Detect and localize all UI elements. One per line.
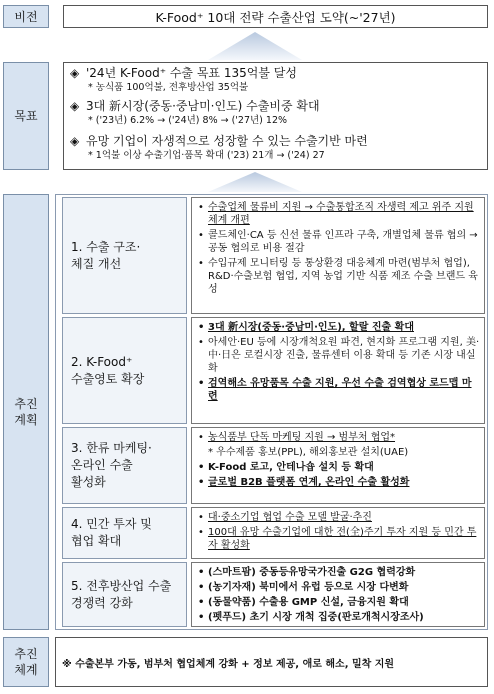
goals-label-text: 목표 — [14, 109, 38, 123]
list-item: • 3대 新시장(중동·중남미·인도), 할랄 진출 확대 — [198, 322, 414, 333]
vision-label — [3, 5, 49, 28]
plan-category — [62, 427, 187, 504]
list-item: • 수입규제 모니터링 등 통상환경 대응체계 마련(범부처 협업), R&D·수출보험 협업, 지역 농업 기반 식품 제조 수출 브랜드 육성 — [198, 258, 478, 295]
category-title: 3. 한류 마케팅· 온라인 수출 활성화 — [71, 441, 152, 489]
vision-text: K-Food⁺ 10대 전략 수출산업 도약(~'27년) — [155, 9, 396, 25]
list-item: • 아세안·EU 등에 시장개척요원 파견, 현지화 프로그램 지원, 美·中·日은 로컬시장 진출, 물류센터 이용 확대 등 기존 시장 내실화 — [198, 337, 480, 374]
category-items — [191, 317, 485, 424]
goal-item — [70, 99, 483, 127]
goal-title: '24년 K-Food⁺ 수출 목표 135억불 달성 — [86, 66, 297, 80]
system-text: ※ 수출본부 가동, 범부처 협업체계 강화 + 정보 제공, 애로 해소, 밀착 지원 — [62, 658, 395, 670]
list-item: • 100대 유망 수출기업에 대한 전(全)주기 투자 지원 등 민간 투자 활성화 — [198, 527, 477, 551]
plan-label-text: 추진 계획 — [14, 397, 38, 427]
category-title: 1. 수출 구조· 체질 개선 — [71, 239, 141, 271]
plan-category — [62, 197, 187, 314]
system-box — [55, 637, 488, 687]
goal-title: 3대 新시장(중동·중남미·인도) 수출비중 확대 — [86, 99, 320, 113]
list-item: • (동물약품) 수출용 GMP 신설, 금융지원 확대 — [198, 597, 409, 608]
goals-box — [63, 62, 488, 170]
list-item: • (농기자재) 북미에서 유럽 등으로 시장 다변화 — [198, 582, 409, 593]
goal-item — [70, 134, 483, 162]
category-title: 5. 전후방산업 수출 경쟁력 강화 — [71, 578, 172, 610]
list-item: * 우수제품 홍보(PPL), 해외홍보관 설치(UAE) — [208, 447, 409, 458]
up-arrow-icon — [200, 30, 310, 62]
list-item: • (펫푸드) 초기 시장 개척 집중(판로개척시장조사) — [198, 612, 424, 623]
vision-label-text: 비전 — [14, 9, 38, 24]
diamond-bullet-icon: ◈ — [70, 99, 80, 113]
goal-sub: * ('23년) 6.2% → ('24년) 8% → ('27년) 12% — [88, 115, 288, 126]
plan-category — [62, 507, 187, 559]
list-item: • 대·중소기업 협업 수출 모델 발굴·추진 — [198, 512, 372, 523]
system-label-text: 추진 체계 — [14, 647, 38, 677]
category-items — [191, 197, 485, 314]
plan-category — [62, 317, 187, 424]
category-title: 2. K-Food⁺ 수출영토 확장 — [71, 354, 145, 386]
category-items — [191, 427, 485, 504]
diamond-bullet-icon: ◈ — [70, 66, 80, 80]
system-label — [3, 637, 49, 687]
category-items — [191, 507, 485, 559]
list-item: • K-Food 로고, 안테나숍 설치 등 확대 — [198, 462, 374, 473]
goals-label — [3, 62, 49, 170]
list-item: • 농식품부 단독 마케팅 지원 → 범부처 협업* — [198, 432, 396, 443]
goal-sub: * 농식품 100억불, 전후방산업 35억불 — [88, 82, 249, 93]
vision-box — [63, 5, 488, 28]
up-arrow-icon — [200, 171, 310, 193]
list-item: • (스마트팜) 중동등유망국가진출 G2G 협력강화 — [198, 567, 416, 578]
goal-sub: * 1억불 이상 수출기업·품목 확대 ('23) 21개 → ('24) 27 — [88, 150, 325, 161]
category-title: 4. 민간 투자 및 협업 확대 — [71, 517, 152, 548]
plan-category — [62, 562, 187, 627]
list-item: • 글로벌 B2B 플랫폼 연계, 온라인 수출 활성화 — [198, 477, 410, 488]
goal-title: 유망 기업이 자생적으로 성장할 수 있는 수출기반 마련 — [86, 134, 368, 148]
category-items — [191, 562, 485, 627]
plan-label — [3, 194, 49, 630]
diamond-bullet-icon: ◈ — [70, 134, 80, 148]
list-item: • 콜드체인·CA 등 신선 물류 인프라 구축, 개별업체 물류 협의 → 공동 협의로 비용 절감 — [198, 230, 478, 254]
goal-item — [70, 66, 483, 94]
list-item: • 검역해소 유망품목 수출 지원, 우선 수출 검역협상 로드맵 마련 — [198, 378, 472, 402]
list-item: • 수출업체 물류비 지원 → 수출통합조직 자생력 제고 위주 지원체계 개편 — [198, 202, 474, 226]
